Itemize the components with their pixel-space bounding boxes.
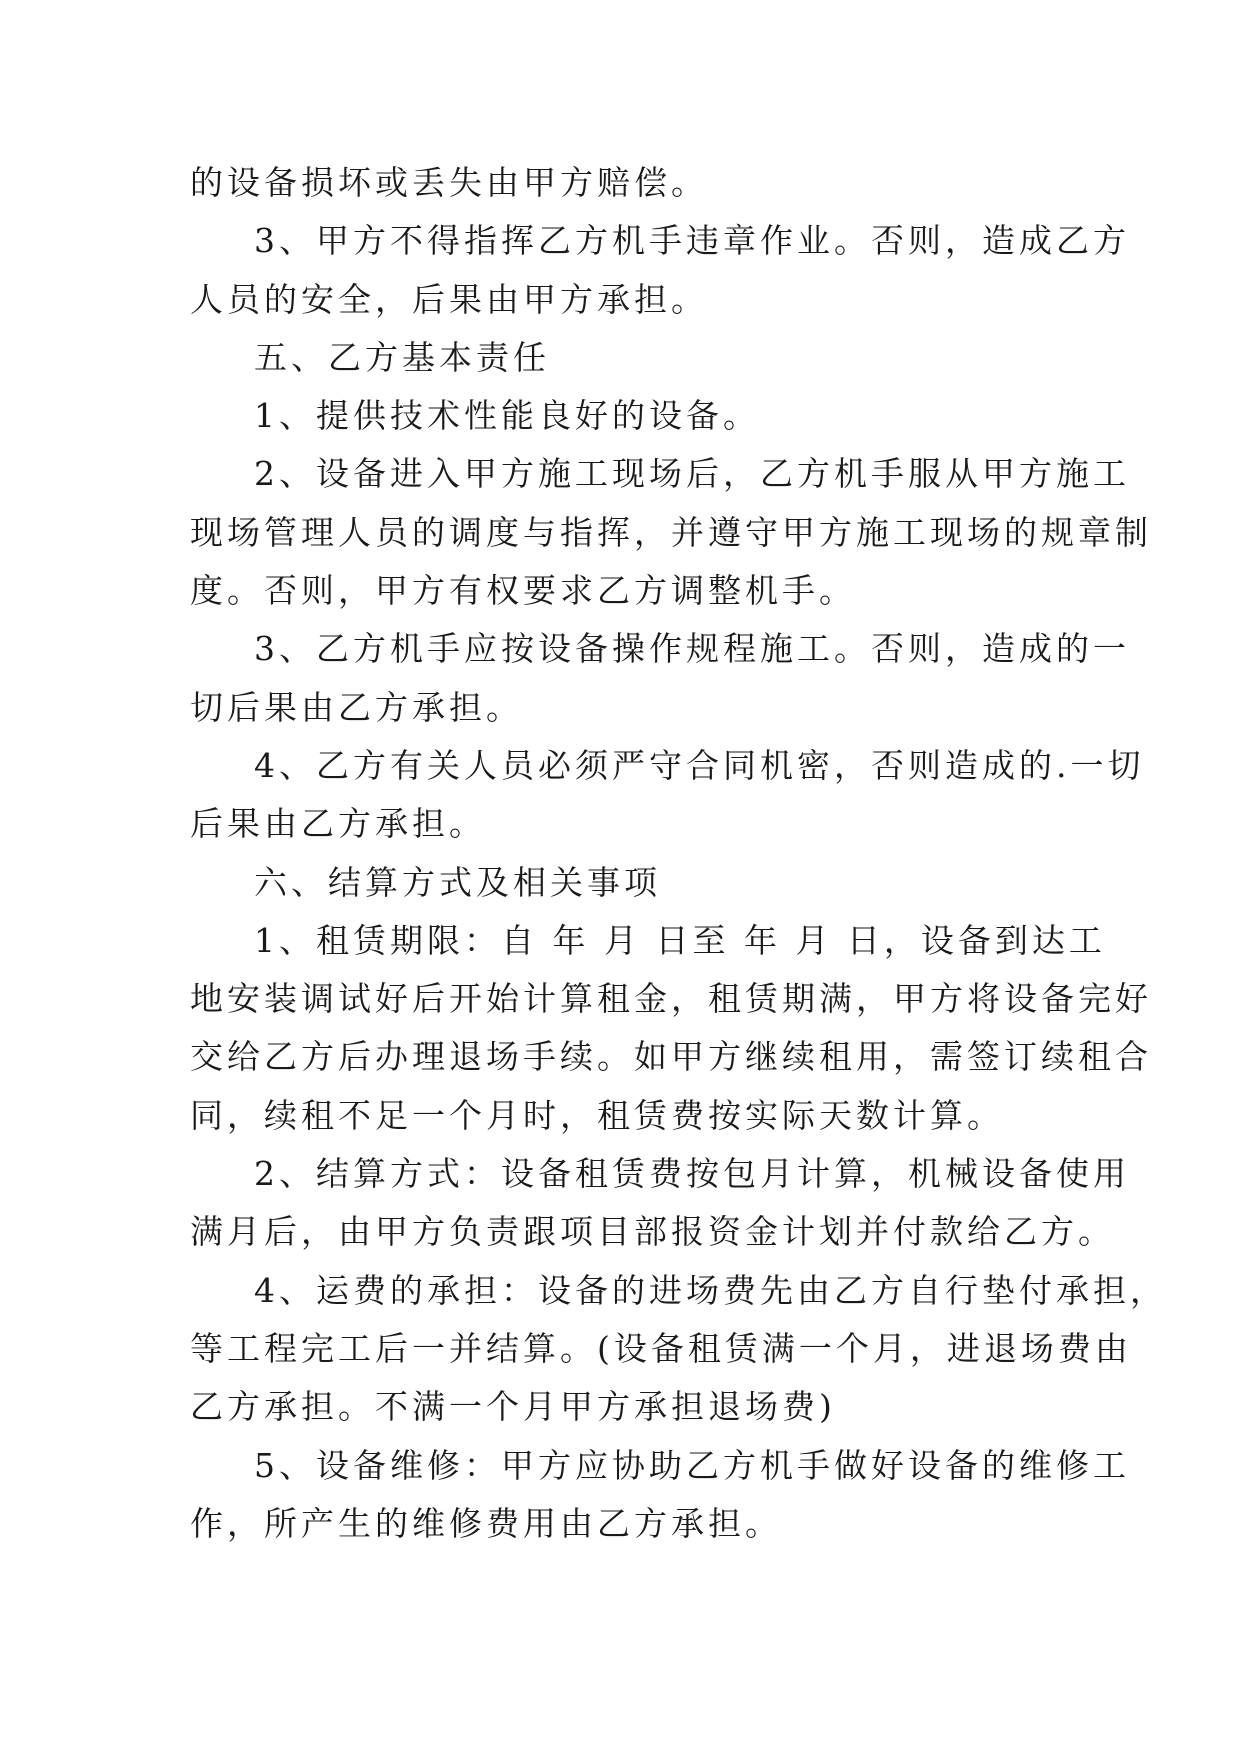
text-line: 4、运费的承担：设备的进场费先由乙方自行垫付承担，	[254, 1270, 1167, 1310]
text-line: 满月后，由甲方负责跟项目部报资金计划并付款给乙方。	[190, 1212, 1115, 1252]
text-line: 地安装调试好后开始计算租金，租赁期满，甲方将设备完好	[190, 979, 1152, 1019]
text-line: 乙方承担。不满一个月甲方承担退场费)	[190, 1387, 836, 1427]
document-body	[190, 154, 1167, 1553]
text-line: 5、设备维修：甲方应协助乙方机手做好设备的维修工	[254, 1445, 1130, 1485]
text-line: 度。否则，甲方有权要求乙方调整机手。	[190, 571, 856, 611]
text-line: 3、甲方不得指挥乙方机手违章作业。否则，造成乙方	[254, 221, 1130, 261]
text-line: 等工程完工后一并结算。(设备租赁满一个月，进退场费由	[190, 1328, 1132, 1368]
text-line: 1、提供技术性能良好的设备。	[254, 396, 760, 436]
text-line: 同，续租不足一个月时，租赁费按实际天数计算。	[190, 1095, 1004, 1135]
text-line: 1、租赁期限：自 年 月 日至 年 月 日，设备到达工	[254, 920, 1106, 960]
section-heading: 六、结算方式及相关事项	[254, 862, 661, 902]
text-line: 后果由乙方承担。	[190, 804, 486, 844]
text-line: 2、结算方式：设备租赁费按包月计算，机械设备使用	[254, 1154, 1130, 1194]
text-line: 人员的安全，后果由甲方承担。	[190, 279, 708, 319]
text-line: 作，所产生的维修费用由乙方承担。	[190, 1503, 782, 1543]
text-line: 的设备损坏或丢失由甲方赔偿。	[190, 163, 708, 202]
text-line: 2、设备进入甲方施工现场后，乙方机手服从甲方施工	[254, 454, 1130, 494]
text-line: 交给乙方后办理退场手续。如甲方继续租用，需签订续租合	[190, 1037, 1152, 1077]
text-line: 3、乙方机手应按设备操作规程施工。否则，造成的一	[254, 629, 1130, 669]
section-heading: 五、乙方基本责任	[254, 337, 550, 377]
text-line: 切后果由乙方承担。	[190, 687, 523, 727]
text-line: 4、乙方有关人员必须严守合同机密，否则造成的.一切	[254, 745, 1145, 785]
text-line: 现场管理人员的调度与指挥，并遵守甲方施工现场的规章制	[190, 512, 1152, 552]
